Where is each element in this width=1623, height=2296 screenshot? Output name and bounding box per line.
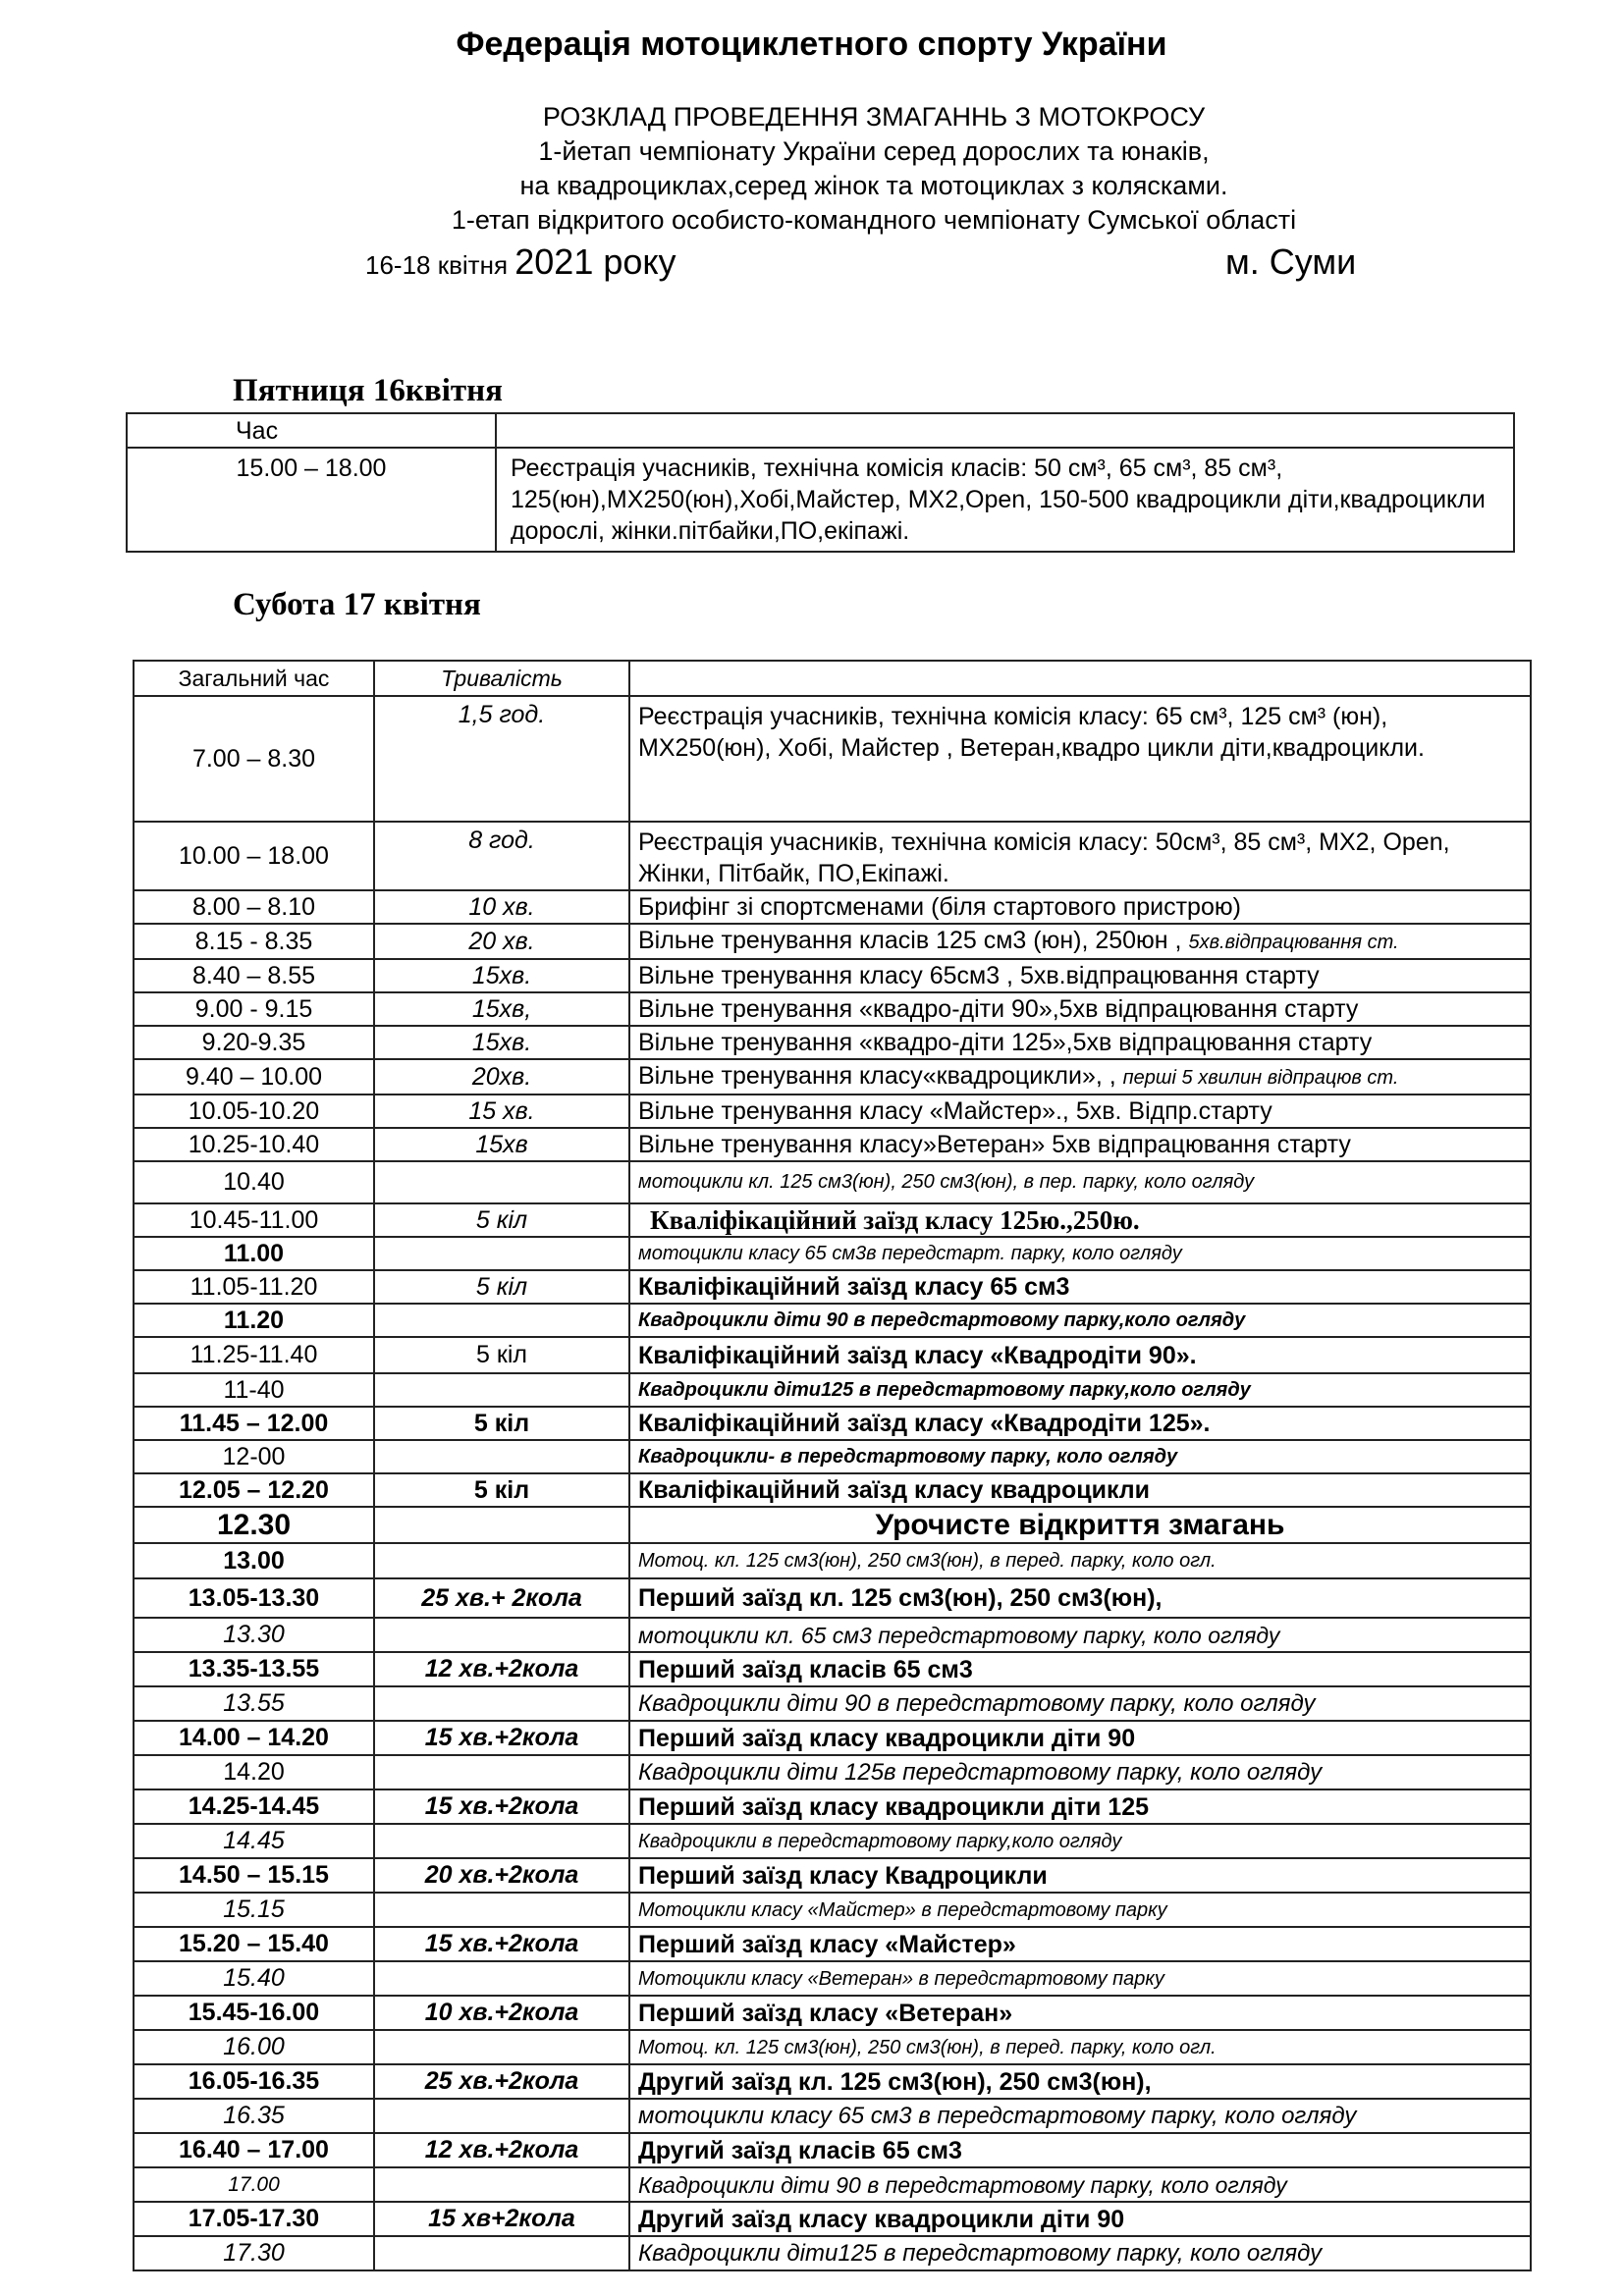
city: м. Суми	[1225, 241, 1357, 282]
table-row	[134, 1927, 1531, 1961]
time-cell: 14.25-14.45	[134, 1789, 374, 1824]
desc-cell	[629, 1721, 1531, 1755]
desc-cell	[629, 2099, 1531, 2133]
duration-cell	[374, 1161, 629, 1203]
time-cell: 16.35	[134, 2099, 374, 2133]
duration-cell: 10 хв.+2кола	[374, 1996, 629, 2030]
table-row	[134, 1721, 1531, 1755]
time-cell: 11.45 – 12.00	[134, 1407, 374, 1440]
desc-cell	[629, 1407, 1531, 1440]
table-row	[134, 2064, 1531, 2099]
duration-cell	[374, 2099, 629, 2133]
time-cell: 13.35-13.55	[134, 1652, 374, 1686]
table-row	[127, 448, 1514, 552]
duration-cell: 15хв	[374, 1128, 629, 1161]
col-desc-header	[496, 413, 1514, 448]
desc-text: Вільне тренування класів 125 см3 (юн), 250юн ,	[638, 927, 1189, 954]
friday-heading: Пятниця 16квітня	[233, 373, 503, 408]
desc-cell	[629, 1337, 1531, 1373]
desc-text: мотоцикли кл. 65 см3 передстартовому парку, коло огляду	[638, 1622, 1280, 1648]
desc-text: Квадроцикли діти 90 в передстартовому парку, коло огляду	[638, 2171, 1287, 2198]
time-cell: 17.30	[134, 2236, 374, 2270]
table-row	[134, 1858, 1531, 1893]
time-cell: 16.00	[134, 2030, 374, 2064]
time-cell: 7.00 – 8.30	[134, 696, 374, 822]
desc-text: Реєстрація учасників, технічна комісія класу: 50см³, 85 см³, МХ2, Open, Жінки, Пітбайк, ПО,Екіпажі.	[638, 828, 1450, 887]
year: 2021 року	[514, 241, 676, 282]
table-row	[134, 1203, 1531, 1237]
desc-text: Перший заїзд класів 65 см3	[638, 1655, 973, 1683]
table-row	[134, 1161, 1531, 1203]
time-cell: 10.40	[134, 1161, 374, 1203]
desc-cell	[629, 2167, 1531, 2202]
desc-cell	[629, 1095, 1531, 1128]
duration-cell: 15 хв.	[374, 1095, 629, 1128]
desc-cell	[629, 1578, 1531, 1618]
desc-text: Мотоцикли класу «Ветеран» в передстартовому парку	[638, 1967, 1164, 1990]
time-cell: 13.55	[134, 1686, 374, 1721]
desc-cell	[629, 890, 1531, 924]
table-row	[134, 1618, 1531, 1652]
desc-cell	[629, 1473, 1531, 1507]
duration-cell: 1,5 год.	[374, 696, 629, 822]
table-row	[134, 2099, 1531, 2133]
time-cell: 13.05-13.30	[134, 1578, 374, 1618]
duration-cell	[374, 2030, 629, 2064]
duration-cell	[374, 1961, 629, 1996]
desc-text: Квадроцикли діти 125в передстартовому парку, коло огляду	[638, 1758, 1323, 1786]
desc-text: мотоцикли класу 65 см3 в передстартовому парку, коло огляду	[638, 2102, 1357, 2129]
saturday-table	[133, 660, 1532, 2271]
desc-cell	[629, 1996, 1531, 2030]
table-row	[134, 1237, 1531, 1270]
time-cell: 10.05-10.20	[134, 1095, 374, 1128]
desc-text: мотоцикли класу 65 см3в передстарт. парку, коло огляду	[638, 1243, 1182, 1264]
duration-cell: 15 хв.+2кола	[374, 1789, 629, 1824]
desc-cell	[629, 1507, 1531, 1543]
time-cell: 17.00	[134, 2167, 374, 2202]
duration-cell	[374, 2236, 629, 2270]
desc-cell	[629, 1026, 1531, 1059]
desc-text: Мотоц. кл. 125 см3(юн), 250 см3(юн), в перед. парку, коло огл.	[638, 2036, 1217, 2058]
time-cell: 15.45-16.00	[134, 1996, 374, 2030]
subtitle-line-2: на квадроциклах,серед жінок та мотоциклах з колясками.	[519, 171, 1228, 200]
desc-text: Перший заїзд кл. 125 см3(юн), 250 см3(юн),	[638, 1584, 1163, 1612]
table-row	[134, 1543, 1531, 1578]
desc-cell	[629, 2030, 1531, 2064]
subtitle-line-1: 1-йетап чемпіонату України серед дорослих та юнаків,	[538, 136, 1210, 166]
desc-cell	[629, 1270, 1531, 1304]
table-row	[134, 1128, 1531, 1161]
subtitle-line-3: 1-етап відкритого особисто-командного чемпіонату Сумської області	[451, 205, 1297, 235]
desc-text: Кваліфікаційний заїзд класу квадроцикли	[638, 1476, 1151, 1504]
table-row	[134, 1373, 1531, 1407]
desc-cell	[629, 2064, 1531, 2099]
duration-cell: 15хв.	[374, 959, 629, 992]
table-row	[134, 1270, 1531, 1304]
time-cell: 14.50 – 15.15	[134, 1858, 374, 1893]
desc-cell	[629, 1237, 1531, 1270]
duration-cell: 15 хв+2кола	[374, 2202, 629, 2236]
time-cell: 14.00 – 14.20	[134, 1721, 374, 1755]
desc-cell	[629, 1161, 1531, 1203]
friday-table	[126, 412, 1515, 553]
desc-cell	[629, 2236, 1531, 2270]
duration-cell: 15 хв.+2кола	[374, 1927, 629, 1961]
duration-cell	[374, 1893, 629, 1927]
table-row	[134, 1824, 1531, 1858]
time-cell: 10.45-11.00	[134, 1203, 374, 1237]
table-row	[134, 2030, 1531, 2064]
desc-text: Квадроцикли діти125 в передстартовому парку, коло огляду	[638, 2239, 1323, 2267]
duration-cell: 8 год.	[374, 822, 629, 890]
desc-cell	[629, 959, 1531, 992]
duration-cell	[374, 1373, 629, 1407]
duration-cell: 20 хв.+2кола	[374, 1858, 629, 1893]
saturday-heading: Субота 17 квітня	[233, 587, 481, 622]
time-cell: 13.30	[134, 1618, 374, 1652]
desc-cell	[629, 1373, 1531, 1407]
table-row	[134, 959, 1531, 992]
duration-cell	[374, 1686, 629, 1721]
desc-text: Вільне тренування класу«квадроцикли», ,	[638, 1062, 1123, 1090]
duration-cell	[374, 1237, 629, 1270]
table-header-row	[134, 661, 1531, 696]
desc-cell	[629, 2202, 1531, 2236]
duration-cell: 10 хв.	[374, 890, 629, 924]
desc-text: Вільне тренування «квадро-діти 90»,5хв відпрацювання старту	[638, 995, 1359, 1023]
table-row	[134, 696, 1531, 822]
desc-cell	[629, 1618, 1531, 1652]
table-row	[134, 822, 1531, 890]
time-cell: 9.20-9.35	[134, 1026, 374, 1059]
desc-text: Квадроцикли діти 90 в передстартовому парку,коло огляду	[638, 1309, 1246, 1331]
desc-text: Кваліфікаційний заїзд класу «Квадродіти 125».	[638, 1410, 1211, 1437]
desc-cell	[629, 696, 1531, 822]
time-cell: 8.00 – 8.10	[134, 890, 374, 924]
desc-text: Квадроцикли діти 90 в передстартовому парку, коло огляду	[638, 1689, 1316, 1717]
desc-cell: Реєстрація учасників, технічна комісія класів: 50 см³, 65 см³, 85 см³, 125(юн),МХ250(юн),Хобі,Майстер, МХ2,Open, 150-500 квадроцикли діти,квадроцикли дорослі, жінки.пітбайки,ПО,екіпажі.	[496, 448, 1514, 552]
desc-text: Мотоц. кл. 125 см3(юн), 250 см3(юн), в перед. парку, коло огл.	[638, 1550, 1217, 1572]
desc-text: Реєстрація учасників, технічна комісія класу: 65 см³, 125 см³ (юн), МХ250(юн), Хобі, Майстер , Ветеран,квадро цикли діти,квадроцикли.	[638, 703, 1425, 762]
time-cell: 15.00 – 18.00	[127, 448, 496, 552]
time-cell: 11.00	[134, 1237, 374, 1270]
desc-text: Кваліфікаційний заїзд класу 65 см3	[638, 1273, 1070, 1301]
table-row	[134, 1507, 1531, 1543]
table-row	[134, 992, 1531, 1026]
table-row	[134, 1755, 1531, 1789]
desc-cell	[629, 1128, 1531, 1161]
time-cell: 13.00	[134, 1543, 374, 1578]
table-row	[134, 1304, 1531, 1337]
desc-cell	[629, 1893, 1531, 1927]
time-cell: 10.00 – 18.00	[134, 822, 374, 890]
duration-cell: 5 кіл	[374, 1473, 629, 1507]
table-row	[134, 1578, 1531, 1618]
table-row	[134, 1059, 1531, 1095]
time-cell: 14.20	[134, 1755, 374, 1789]
desc-text: Перший заїзд класу Квадроцикли	[638, 1861, 1048, 1890]
desc-text: Вільне тренування класу «Майстер»., 5хв. Відпр.старту	[638, 1097, 1272, 1125]
desc-note: 5хв.відпрацювання ст.	[1188, 932, 1399, 953]
desc-text: Кваліфікаційний заїзд класу 125ю.,250ю.	[650, 1205, 1140, 1235]
duration-cell: 20хв.	[374, 1059, 629, 1095]
time-cell: 15.15	[134, 1893, 374, 1927]
duration-cell	[374, 1543, 629, 1578]
table-row	[134, 1996, 1531, 2030]
desc-text: Вільне тренування «квадро-діти 125»,5хв відпрацювання старту	[638, 1029, 1373, 1056]
desc-cell	[629, 1755, 1531, 1789]
desc-cell	[629, 1059, 1531, 1095]
duration-cell: 25 хв.+ 2кола	[374, 1578, 629, 1618]
desc-cell	[629, 1789, 1531, 1824]
time-cell: 11.05-11.20	[134, 1270, 374, 1304]
desc-cell	[629, 1686, 1531, 1721]
duration-cell	[374, 1755, 629, 1789]
schedule-title: РОЗКЛАД ПРОВЕДЕННЯ ЗМАГАННЬ З МОТОКРОСУ	[542, 102, 1206, 132]
desc-cell	[629, 1304, 1531, 1337]
time-cell: 8.40 – 8.55	[134, 959, 374, 992]
desc-text: Другий заїзд кл. 125 см3(юн), 250 см3(юн),	[638, 2067, 1152, 2096]
col-time-header: Загальний час	[134, 661, 374, 696]
desc-cell	[629, 1203, 1531, 1237]
duration-cell: 15хв,	[374, 992, 629, 1026]
col-time-header: Час	[127, 413, 496, 448]
desc-text: Брифінг зі спортсменами (біля стартового пристрою)	[638, 893, 1241, 921]
event-dates	[365, 241, 676, 283]
time-cell: 15.40	[134, 1961, 374, 1996]
table-row	[134, 1440, 1531, 1473]
duration-cell: 25 хв.+2кола	[374, 2064, 629, 2099]
col-duration-header: Тривалість	[374, 661, 629, 696]
time-cell: 8.15 - 8.35	[134, 924, 374, 959]
desc-text: Квадроцикли діти125 в передстартовому парку,коло огляду	[638, 1379, 1251, 1401]
time-cell: 10.25-10.40	[134, 1128, 374, 1161]
table-row	[134, 1652, 1531, 1686]
table-row	[134, 924, 1531, 959]
duration-cell: 12 хв.+2кола	[374, 1652, 629, 1686]
desc-cell	[629, 1961, 1531, 1996]
duration-cell: 20 хв.	[374, 924, 629, 959]
federation-title: Федерація мотоциклетного спорту України	[456, 26, 1167, 63]
table-row	[134, 2167, 1531, 2202]
duration-cell	[374, 1618, 629, 1652]
desc-cell	[629, 992, 1531, 1026]
time-cell: 9.00 - 9.15	[134, 992, 374, 1026]
table-header-row	[127, 413, 1514, 448]
table-row	[134, 2202, 1531, 2236]
table-row	[134, 1789, 1531, 1824]
table-row	[134, 890, 1531, 924]
duration-cell: 5 кіл	[374, 1407, 629, 1440]
table-row	[134, 2236, 1531, 2270]
desc-cell	[629, 1652, 1531, 1686]
desc-cell	[629, 1927, 1531, 1961]
duration-cell: 12 хв.+2кола	[374, 2133, 629, 2167]
table-row	[134, 2133, 1531, 2167]
desc-cell	[629, 1858, 1531, 1893]
duration-cell	[374, 1507, 629, 1543]
duration-cell	[374, 1824, 629, 1858]
duration-cell: 5 кіл	[374, 1203, 629, 1237]
duration-cell	[374, 1304, 629, 1337]
desc-text: Кваліфікаційний заїзд класу «Квадродіти 90».	[638, 1341, 1197, 1369]
desc-cell	[629, 822, 1531, 890]
duration-cell	[374, 2167, 629, 2202]
desc-cell	[629, 924, 1531, 959]
desc-text: Другий заїзд класу квадроцикли діти 90	[638, 2205, 1125, 2233]
desc-text: Перший заїзд класу квадроцикли діти 125	[638, 1792, 1149, 1821]
table-row	[134, 1407, 1531, 1440]
desc-text: Перший заїзд класу «Ветеран»	[638, 1999, 1013, 2027]
desc-text: Другий заїзд класів 65 см3	[638, 2136, 962, 2164]
desc-text: мотоцикли кл. 125 см3(юн), 250 см3(юн), в пер. парку, коло огляду	[638, 1171, 1255, 1193]
desc-text: Вільне тренування класу»Ветеран» 5хв відпрацювання старту	[638, 1131, 1351, 1158]
desc-text: Вільне тренування класу 65см3 , 5хв.відпрацювання старту	[638, 962, 1320, 989]
desc-text: Квадроцикли- в передстартовому парку, коло огляду	[638, 1446, 1178, 1468]
time-cell: 12.30	[134, 1507, 374, 1543]
time-cell: 11-40	[134, 1373, 374, 1407]
time-cell: 15.20 – 15.40	[134, 1927, 374, 1961]
col-desc-header	[629, 661, 1531, 696]
time-cell: 12.05 – 12.20	[134, 1473, 374, 1507]
desc-text: Квадроцикли в передстартовому парку,коло огляду	[638, 1830, 1122, 1852]
desc-text: Мотоцикли класу «Майстер» в передстартовому парку	[638, 1898, 1167, 1921]
table-row	[134, 1686, 1531, 1721]
duration-cell	[374, 1440, 629, 1473]
table-row	[134, 1961, 1531, 1996]
duration-cell: 5 кіл	[374, 1337, 629, 1373]
time-cell: 17.05-17.30	[134, 2202, 374, 2236]
time-cell: 11.20	[134, 1304, 374, 1337]
time-cell: 14.45	[134, 1824, 374, 1858]
duration-cell: 15хв.	[374, 1026, 629, 1059]
table-row	[134, 1473, 1531, 1507]
desc-text: Урочисте відкриття змагань	[875, 1508, 1285, 1541]
table-row	[134, 1893, 1531, 1927]
desc-text: Перший заїзд класу «Майстер»	[638, 1930, 1016, 1958]
time-cell: 9.40 – 10.00	[134, 1059, 374, 1095]
table-row	[134, 1026, 1531, 1059]
time-cell: 16.05-16.35	[134, 2064, 374, 2099]
table-row	[134, 1337, 1531, 1373]
desc-text: Перший заїзд класу квадроцикли діти 90	[638, 1724, 1136, 1752]
time-cell: 12-00	[134, 1440, 374, 1473]
desc-cell	[629, 1824, 1531, 1858]
dates: 16-18 квітня	[365, 250, 509, 280]
time-cell: 11.25-11.40	[134, 1337, 374, 1373]
desc-cell	[629, 1440, 1531, 1473]
duration-cell: 15 хв.+2кола	[374, 1721, 629, 1755]
duration-cell: 5 кіл	[374, 1270, 629, 1304]
desc-cell	[629, 2133, 1531, 2167]
table-row	[134, 1095, 1531, 1128]
time-cell: 16.40 – 17.00	[134, 2133, 374, 2167]
desc-note: перші 5 хвилин відпрацюв ст.	[1122, 1067, 1399, 1089]
desc-cell	[629, 1543, 1531, 1578]
